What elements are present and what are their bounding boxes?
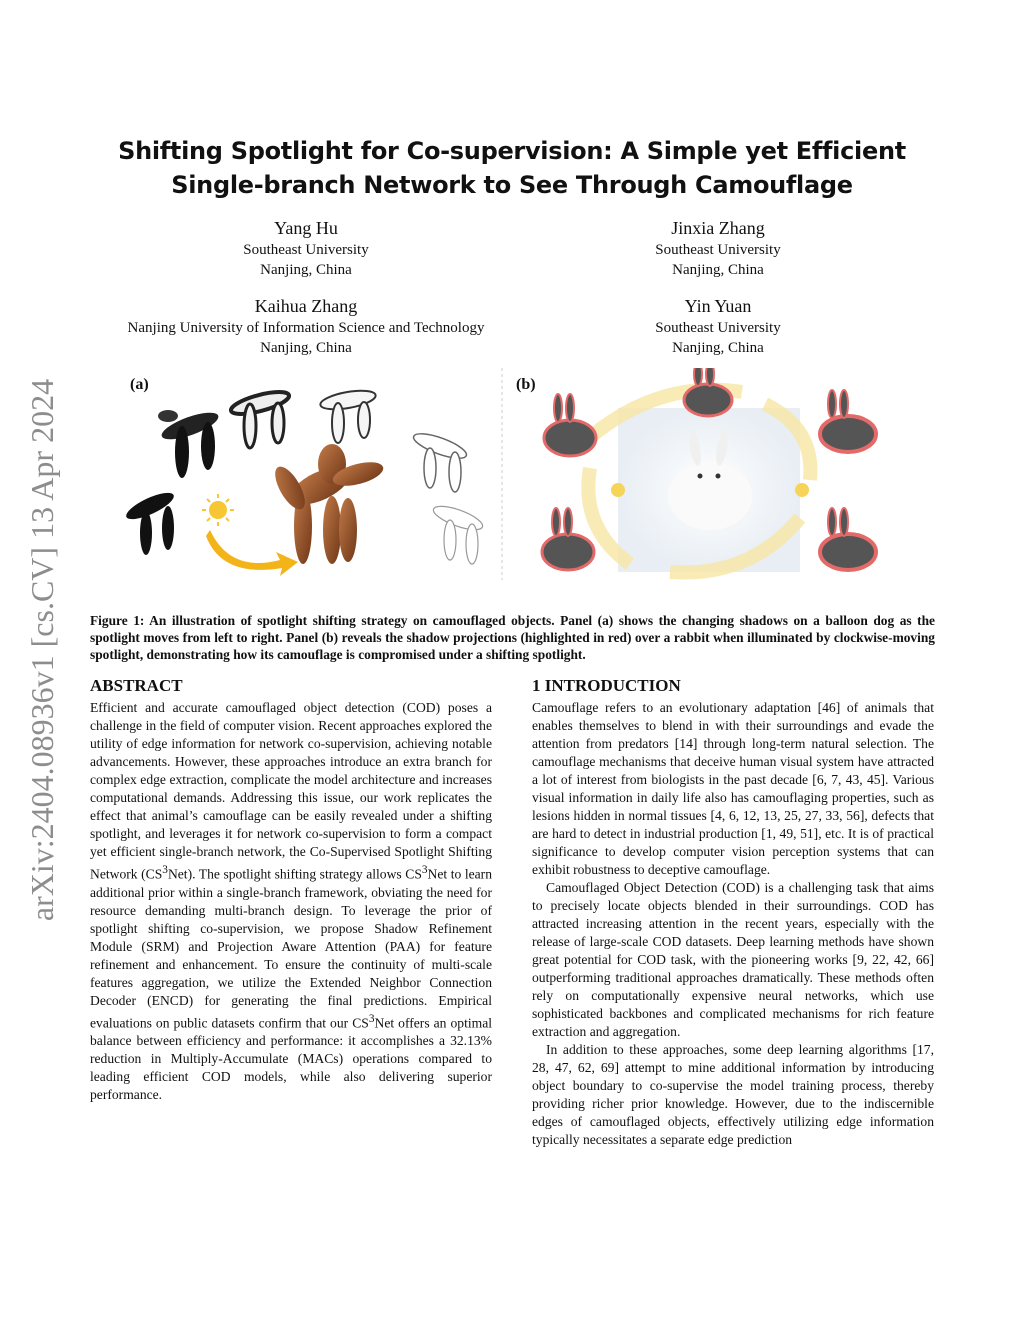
arxiv-stamp: arXiv:2404.08936v1 [cs.CV] 13 Apr 2024 (24, 378, 60, 922)
author-block (618, 216, 818, 280)
title-line-1: Shifting Spotlight for Co-supervision: A Simple yet Efficient (118, 137, 906, 165)
author-affiliation: Southeast University (655, 320, 781, 336)
author-location: Nanjing, China (672, 340, 764, 356)
author-affiliation: Nanjing University of Information Science and Technology (127, 320, 485, 336)
paper-title (90, 134, 934, 202)
rabbit-silhouette-icon (820, 508, 876, 570)
author-name: Yang Hu (274, 218, 338, 238)
arrow-icon (206, 530, 298, 576)
rabbit-silhouette-icon (820, 390, 876, 452)
author-name: Yin Yuan (684, 296, 752, 316)
title-line-2: Single-branch Network to See Through Camouflage (171, 171, 853, 199)
author-name: Kaihua Zhang (254, 296, 358, 316)
superscript: 3 (368, 1012, 375, 1025)
panel-a-label: (a) (130, 376, 149, 393)
superscript: 3 (421, 864, 428, 876)
balloon-dog-icon (158, 407, 221, 478)
balloon-dog-icon (411, 429, 469, 492)
introduction-body (532, 699, 934, 1149)
intro-paragraph-1: Camouflage refers to an evolutionary adaptation [46] of animals that enables themselves to blend in with their surroundings and evade the attention from predators [14] through long-term natural selection. The camouflage mechanisms that deceive human visual system have attracted a lot of interest from biologists in the past decade [6, 7, 43, 45]. Various visual information in daily life also has camouflaging properties, such as lesions hidden in normal tissues [4, 6, 12, 13, 25, 27, 33, 56], defects that are hard to detect in industrial production [1, 49, 51], etc. It is of practical significance to develop computer vision perception systems that can exhibit robustness to deceptive camouflage. (532, 700, 934, 877)
author-block (618, 294, 818, 358)
author-block (206, 216, 406, 280)
abstract-body (90, 699, 492, 1104)
introduction-heading: 1 INTRODUCTION (532, 676, 681, 695)
balloon-dog-icon (123, 488, 177, 555)
author-location: Nanjing, China (672, 262, 764, 278)
abstract-heading: ABSTRACT (90, 676, 183, 695)
intro-paragraph-3: In addition to these approaches, some deep learning algorithms [17, 28, 47, 62, 69] attempt to mine additional information by introducing object boundary to co-supervise the model training process, thereby providing richer prior knowledge. However, due to the indiscernible edges of camouflaged objects, effectively utilizing edge information typically necessitates a separate edge prediction (532, 1042, 934, 1147)
rabbit-silhouette-icon (684, 368, 732, 416)
author-block (96, 294, 516, 358)
author-name: Jinxia Zhang (671, 218, 765, 238)
abstract-acronym: Co-Supervised Spotlight Shifting Network (CS (90, 844, 492, 882)
rabbit-silhouette-icon (544, 394, 596, 456)
figure-1 (110, 368, 940, 580)
balloon-dog-icon (229, 388, 291, 448)
author-affiliation: Southeast University (655, 242, 781, 258)
superscript: 3 (162, 864, 168, 876)
abstract-text-3: Net offers an optimal balance between efficiency and performance: it accomplishes a 32.13% reduction in Multiply-Accumulate (MACs) operations compared to leading efficient COD models, while also delivering superior performance. (90, 1015, 493, 1103)
balloon-dog-icon (319, 387, 377, 443)
abstract-text-1: Efficient and accurate camouflaged object detection (COD) poses a challenge in the field of computer vision. Recent approaches explored the utility of edge information for network co-supervision, achieving notable advancements. However, these approaches introduce an extra branch for complex edge extraction, complicate the model architecture and increases computational demands. Addressing this issue, our work replicates the effect that animal’s camouflage can be easily revealed under a shifting spotlight, and leverages it for network co-supervision to form a compact yet efficient single-branch network, the (90, 700, 492, 859)
figure-illustration (110, 368, 940, 580)
author-location: Nanjing, China (260, 340, 352, 356)
author-affiliation: Southeast University (243, 242, 369, 258)
balloon-dog-icon (431, 502, 485, 564)
figure-caption: Figure 1: An illustration of spotlight shifting strategy on camouflaged objects. Panel (a) shows the changing shadows on a balloon dog as the spotlight moves from left to right. Panel (b) reveals the shadow projections (highlighted in red) over a rabbit when illuminated by clockwise-moving spotlight, demonstrating how its camouflage is compromised under a shifting spotlight. (90, 613, 935, 662)
sun-icon (202, 494, 234, 526)
panel-b-label: (b) (516, 376, 536, 393)
balloon-dog-brown-icon (269, 444, 385, 564)
sun-icon (611, 483, 625, 497)
author-location: Nanjing, China (260, 262, 352, 278)
intro-paragraph-2: Camouflaged Object Detection (COD) is a challenging task that aims to precisely locate objects blended in their surroundings. COD has attracted increasing attention in the recent years, especially with the release of large-scale COD datasets. Deep learning methods have shown great potential for COD task, with the pioneering works [9, 22, 42, 66] outperforming traditional approaches dramatically. These methods often rely on computationally expensive neural networks, which use sophisticated backbones and complicated mechanisms for rich feature extraction and aggregation. (532, 880, 934, 1039)
sun-icon (795, 483, 809, 497)
abstract-acronym-close: Net). The spotlight shifting strategy allows CS (167, 866, 422, 882)
abstract-text-2: Net to learn additional prior within a single-branch framework, obviating the need for resource demanding multi-branch design. To leverage the prior of spotlight shifting co-supervision, we propose Shadow Refinement Module (SRM) and Projection Aware Attention (PAA) for feature refinement and enhancement. To ensure the continuity of multi-scale features aggregation, we utilize the Extended Neighbor Connection Decoder (ENCD) for generating the final predictions. Empirical evaluations on public datasets confirm that our CS (90, 866, 492, 1031)
